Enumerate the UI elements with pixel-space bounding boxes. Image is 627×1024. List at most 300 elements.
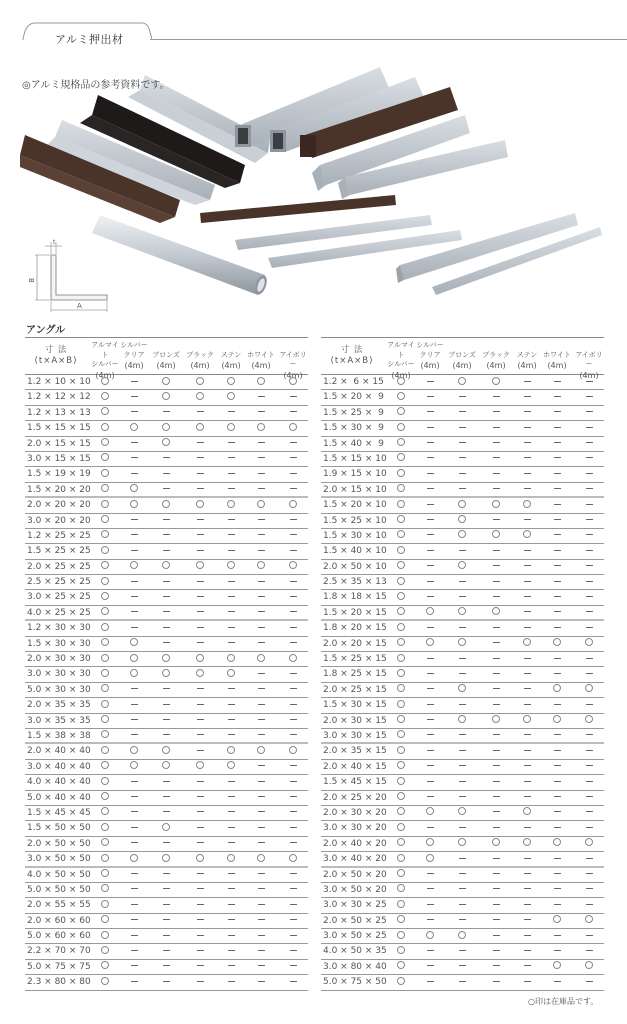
dash-icon — [586, 596, 593, 597]
in-stock-mark — [91, 975, 119, 990]
in-stock-mark — [119, 744, 149, 759]
not-available-mark — [183, 406, 217, 421]
dash-icon — [258, 442, 265, 443]
in-stock-mark — [387, 929, 415, 944]
dash-icon — [493, 581, 500, 582]
dash-icon — [228, 919, 235, 920]
not-available-mark — [415, 683, 445, 698]
not-available-mark — [217, 683, 245, 698]
not-available-mark — [573, 883, 605, 898]
in-stock-mark — [541, 683, 573, 698]
circle-icon — [397, 469, 405, 477]
not-available-mark — [479, 575, 513, 590]
table-row — [25, 437, 308, 452]
size-cell: 3.0 × 15 × 15 — [27, 453, 91, 464]
not-available-mark — [573, 806, 605, 821]
not-available-mark — [217, 514, 245, 529]
not-available-mark — [445, 590, 479, 605]
in-stock-mark — [183, 498, 217, 513]
dash-icon — [163, 965, 170, 966]
dash-icon — [131, 704, 138, 705]
dash-icon — [524, 965, 531, 966]
dash-icon — [290, 842, 297, 843]
table-row — [321, 729, 604, 744]
table-row — [321, 791, 604, 806]
dash-icon — [258, 457, 265, 458]
dash-icon — [131, 888, 138, 889]
not-available-mark — [183, 514, 217, 529]
dash-icon — [459, 396, 466, 397]
dash-icon — [524, 904, 531, 905]
table-row — [25, 806, 308, 821]
in-stock-mark — [91, 791, 119, 806]
dash-icon — [427, 504, 434, 505]
not-available-mark — [415, 729, 445, 744]
dash-icon — [524, 796, 531, 797]
dash-icon — [197, 888, 204, 889]
in-stock-mark — [277, 375, 309, 390]
circle-icon — [162, 761, 170, 769]
size-cell: 1.5 × 30 × 10 — [323, 530, 387, 541]
table-row — [321, 529, 604, 544]
not-available-mark — [245, 667, 277, 682]
not-available-mark — [445, 744, 479, 759]
in-stock-mark — [217, 390, 245, 405]
dash-icon — [258, 719, 265, 720]
not-available-mark — [479, 791, 513, 806]
not-available-mark — [479, 883, 513, 898]
in-stock-mark — [245, 652, 277, 667]
not-available-mark — [245, 714, 277, 729]
size-cell: 3.0 × 80 × 40 — [323, 961, 387, 972]
not-available-mark — [573, 421, 605, 436]
in-stock-mark — [415, 606, 445, 621]
dash-icon — [586, 765, 593, 766]
dash-icon — [493, 811, 500, 812]
circle-icon — [397, 761, 405, 769]
size-cell: 1.2 × 13 × 13 — [27, 407, 91, 418]
dash-icon — [258, 673, 265, 674]
not-available-mark — [541, 467, 573, 482]
not-available-mark — [479, 898, 513, 913]
dash-icon — [554, 734, 561, 735]
circle-icon — [458, 684, 466, 692]
dash-icon — [258, 827, 265, 828]
dash-icon — [493, 827, 500, 828]
circle-icon — [196, 423, 204, 431]
not-available-mark — [445, 483, 479, 498]
not-available-mark — [573, 406, 605, 421]
table-row — [321, 406, 604, 421]
not-available-mark — [149, 729, 183, 744]
not-available-mark — [541, 529, 573, 544]
dash-icon — [197, 704, 204, 705]
not-available-mark — [445, 421, 479, 436]
table-row — [321, 944, 604, 959]
dash-icon — [524, 704, 531, 705]
in-stock-mark — [183, 652, 217, 667]
circle-icon — [196, 854, 204, 862]
not-available-mark — [445, 452, 479, 467]
circle-icon — [585, 915, 593, 923]
table-row — [321, 483, 604, 498]
not-available-mark — [513, 683, 541, 698]
angle-profile-shape — [51, 255, 107, 300]
dash-icon — [228, 457, 235, 458]
dash-icon — [524, 596, 531, 597]
not-available-mark — [573, 514, 605, 529]
dash-icon — [554, 381, 561, 382]
table-row — [321, 621, 604, 636]
dash-icon — [524, 781, 531, 782]
in-stock-mark — [445, 514, 479, 529]
dash-icon — [524, 442, 531, 443]
dash-icon — [228, 888, 235, 889]
dash-icon — [163, 950, 170, 951]
dash-icon — [131, 919, 138, 920]
not-available-mark — [183, 806, 217, 821]
dash-icon — [131, 981, 138, 982]
not-available-mark — [149, 883, 183, 898]
not-available-mark — [217, 621, 245, 636]
dash-icon — [493, 565, 500, 566]
circle-icon — [397, 623, 405, 631]
dash-icon — [524, 750, 531, 751]
column-header-line2: クリア — [419, 350, 441, 359]
dash-icon — [586, 704, 593, 705]
size-cell: 1.5 × 30 × 15 — [323, 700, 387, 711]
dash-icon — [427, 796, 434, 797]
table-row — [321, 544, 604, 559]
not-available-mark — [119, 929, 149, 944]
not-available-mark — [415, 390, 445, 405]
not-available-mark — [415, 898, 445, 913]
not-available-mark — [573, 606, 605, 621]
circle-icon — [162, 423, 170, 431]
dash-icon — [586, 796, 593, 797]
size-cell: 2.0 × 50 × 20 — [323, 869, 387, 880]
in-stock-mark — [91, 914, 119, 929]
not-available-mark — [479, 683, 513, 698]
size-cell: 1.8 × 18 × 15 — [323, 592, 387, 603]
not-available-mark — [217, 837, 245, 852]
circle-icon — [162, 392, 170, 400]
dash-icon — [163, 811, 170, 812]
dash-icon — [493, 473, 500, 474]
circle-icon — [130, 500, 138, 508]
circle-icon — [458, 638, 466, 646]
circle-icon — [101, 684, 109, 692]
not-available-mark — [415, 698, 445, 713]
dash-icon — [258, 596, 265, 597]
dash-icon — [131, 734, 138, 735]
dash-icon — [427, 965, 434, 966]
dash-icon — [459, 627, 466, 628]
circle-icon — [523, 530, 531, 538]
circle-icon — [101, 515, 109, 523]
dash-icon — [524, 611, 531, 612]
not-available-mark — [573, 590, 605, 605]
not-available-mark — [513, 560, 541, 575]
dash-icon — [228, 719, 235, 720]
size-cell: 5.0 × 50 × 50 — [27, 884, 91, 895]
size-cell: 2.0 × 30 × 15 — [323, 715, 387, 726]
size-cell: 1.5 × 15 × 15 — [27, 423, 91, 434]
table-row — [25, 529, 308, 544]
in-stock-mark — [183, 852, 217, 867]
dash-icon — [427, 781, 434, 782]
not-available-mark — [119, 590, 149, 605]
size-cell: 2.0 × 15 × 10 — [323, 484, 387, 495]
dash-icon — [586, 581, 593, 582]
in-stock-mark — [479, 375, 513, 390]
not-available-mark — [541, 791, 573, 806]
title-rule — [150, 39, 627, 40]
not-available-mark — [479, 667, 513, 682]
not-available-mark — [277, 590, 309, 605]
dash-icon — [524, 581, 531, 582]
dash-icon — [427, 381, 434, 382]
circle-icon — [492, 500, 500, 508]
in-stock-mark — [91, 421, 119, 436]
dash-icon — [228, 688, 235, 689]
in-stock-mark — [445, 375, 479, 390]
size-cell: 2.0 × 20 × 15 — [323, 638, 387, 649]
not-available-mark — [541, 390, 573, 405]
not-available-mark — [573, 498, 605, 513]
in-stock-mark — [387, 898, 415, 913]
not-available-mark — [445, 914, 479, 929]
dash-icon — [524, 565, 531, 566]
size-cell: 2.0 × 30 × 30 — [27, 654, 91, 665]
in-stock-mark — [573, 714, 605, 729]
table-row — [25, 606, 308, 621]
in-stock-mark — [217, 760, 245, 775]
circle-icon — [101, 592, 109, 600]
not-available-mark — [217, 529, 245, 544]
not-available-mark — [415, 421, 445, 436]
table-row — [25, 944, 308, 959]
in-stock-mark — [149, 667, 183, 682]
column-header-line1 — [277, 341, 309, 351]
not-available-mark — [149, 621, 183, 636]
not-available-mark — [119, 467, 149, 482]
table-row — [25, 975, 308, 990]
not-available-mark — [479, 975, 513, 990]
dash-icon — [290, 596, 297, 597]
dash-icon — [197, 550, 204, 551]
not-available-mark — [277, 483, 309, 498]
column-header-line2: ホワイト — [543, 350, 571, 359]
dash-icon — [459, 734, 466, 735]
not-available-mark — [183, 929, 217, 944]
dash-icon — [427, 673, 434, 674]
dash-icon — [131, 396, 138, 397]
column-header-line2: アイボリー — [575, 350, 603, 368]
dash-icon — [258, 519, 265, 520]
dash-icon — [228, 811, 235, 812]
dash-icon — [228, 842, 235, 843]
size-cell: 2.0 × 40 × 15 — [323, 761, 387, 772]
dash-icon — [554, 457, 561, 458]
dash-icon — [228, 950, 235, 951]
dash-icon — [228, 596, 235, 597]
not-available-mark — [149, 529, 183, 544]
dash-icon — [258, 981, 265, 982]
not-available-mark — [541, 821, 573, 836]
not-available-mark — [183, 960, 217, 975]
dash-icon — [290, 781, 297, 782]
column-header-line1 — [541, 341, 573, 351]
in-stock-mark — [387, 821, 415, 836]
column-header — [119, 341, 149, 371]
in-stock-mark — [119, 852, 149, 867]
circle-icon — [289, 854, 297, 862]
not-available-mark — [415, 544, 445, 559]
dash-icon — [163, 519, 170, 520]
in-stock-mark — [387, 452, 415, 467]
in-stock-mark — [277, 560, 309, 575]
circle-icon — [458, 377, 466, 385]
dash-icon — [197, 442, 204, 443]
not-available-mark — [541, 483, 573, 498]
dash-icon — [197, 581, 204, 582]
not-available-mark — [415, 775, 445, 790]
not-available-mark — [513, 544, 541, 559]
in-stock-mark — [387, 621, 415, 636]
not-available-mark — [479, 698, 513, 713]
dash-icon — [197, 519, 204, 520]
circle-icon — [426, 931, 434, 939]
dash-icon — [131, 411, 138, 412]
circle-icon — [397, 869, 405, 877]
column-header — [513, 341, 541, 371]
table-row — [321, 821, 604, 836]
not-available-mark — [479, 467, 513, 482]
dash-icon — [586, 750, 593, 751]
in-stock-mark — [387, 498, 415, 513]
in-stock-mark — [149, 760, 183, 775]
table-row — [321, 868, 604, 883]
table-body — [321, 375, 604, 991]
size-cell: 2.2 × 70 × 70 — [27, 946, 91, 957]
dash-icon — [524, 381, 531, 382]
dash-icon — [197, 950, 204, 951]
not-available-mark — [541, 806, 573, 821]
circle-icon — [101, 484, 109, 492]
column-header-unit: (4m) — [221, 361, 241, 370]
size-cell: 2.0 × 15 × 15 — [27, 438, 91, 449]
dash-icon — [493, 550, 500, 551]
in-stock-mark — [91, 837, 119, 852]
in-stock-mark — [513, 806, 541, 821]
not-available-mark — [119, 514, 149, 529]
dash-icon — [459, 488, 466, 489]
circle-icon — [162, 438, 170, 446]
circle-icon — [289, 500, 297, 508]
dash-icon — [290, 442, 297, 443]
not-available-mark — [479, 590, 513, 605]
in-stock-mark — [387, 575, 415, 590]
dash-icon — [197, 688, 204, 689]
in-stock-mark — [91, 868, 119, 883]
dash-icon — [290, 519, 297, 520]
in-stock-mark — [91, 652, 119, 667]
not-available-mark — [183, 791, 217, 806]
dash-icon — [258, 411, 265, 412]
size-cell: 2.0 × 35 × 15 — [323, 746, 387, 757]
size-cell: 1.5 × 20 × 20 — [27, 484, 91, 495]
not-available-mark — [277, 544, 309, 559]
circle-icon — [257, 500, 265, 508]
dash-icon — [459, 950, 466, 951]
dash-icon — [427, 688, 434, 689]
not-available-mark — [149, 806, 183, 821]
not-available-mark — [513, 590, 541, 605]
dash-icon — [163, 473, 170, 474]
dash-icon — [290, 688, 297, 689]
dash-icon — [290, 673, 297, 674]
dash-icon — [554, 488, 561, 489]
in-stock-mark — [387, 544, 415, 559]
in-stock-mark — [149, 652, 183, 667]
dash-icon — [427, 565, 434, 566]
table-row — [25, 837, 308, 852]
circle-icon — [397, 823, 405, 831]
not-available-mark — [415, 714, 445, 729]
circle-icon — [101, 500, 109, 508]
table-row — [25, 637, 308, 652]
in-stock-mark — [91, 775, 119, 790]
size-cell: 2.0 × 40 × 40 — [27, 746, 91, 757]
circle-icon — [130, 746, 138, 754]
dash-icon — [197, 965, 204, 966]
not-available-mark — [149, 683, 183, 698]
not-available-mark — [445, 390, 479, 405]
not-available-mark — [573, 698, 605, 713]
column-header-unit: (4m) — [420, 361, 440, 370]
in-stock-mark — [387, 729, 415, 744]
column-header-line2: クリア — [123, 350, 145, 359]
dash-icon — [459, 965, 466, 966]
circle-icon — [585, 638, 593, 646]
dash-icon — [427, 596, 434, 597]
not-available-mark — [541, 760, 573, 775]
not-available-mark — [119, 729, 149, 744]
not-available-mark — [183, 606, 217, 621]
not-available-mark — [183, 467, 217, 482]
not-available-mark — [245, 467, 277, 482]
circle-icon — [397, 977, 405, 985]
dash-icon — [228, 981, 235, 982]
dash-icon — [586, 781, 593, 782]
dash-icon — [197, 642, 204, 643]
dash-icon — [493, 673, 500, 674]
dash-icon — [554, 473, 561, 474]
not-available-mark — [149, 544, 183, 559]
column-header-line2: ブラック — [186, 350, 214, 359]
table-row — [321, 652, 604, 667]
dash-icon — [163, 550, 170, 551]
dash-icon — [197, 473, 204, 474]
not-available-mark — [573, 452, 605, 467]
size-cell: 4.0 × 40 × 40 — [27, 777, 91, 788]
dash-icon — [493, 904, 500, 905]
not-available-mark — [513, 944, 541, 959]
circle-icon — [458, 607, 466, 615]
not-available-mark — [277, 529, 309, 544]
circle-icon — [397, 484, 405, 492]
